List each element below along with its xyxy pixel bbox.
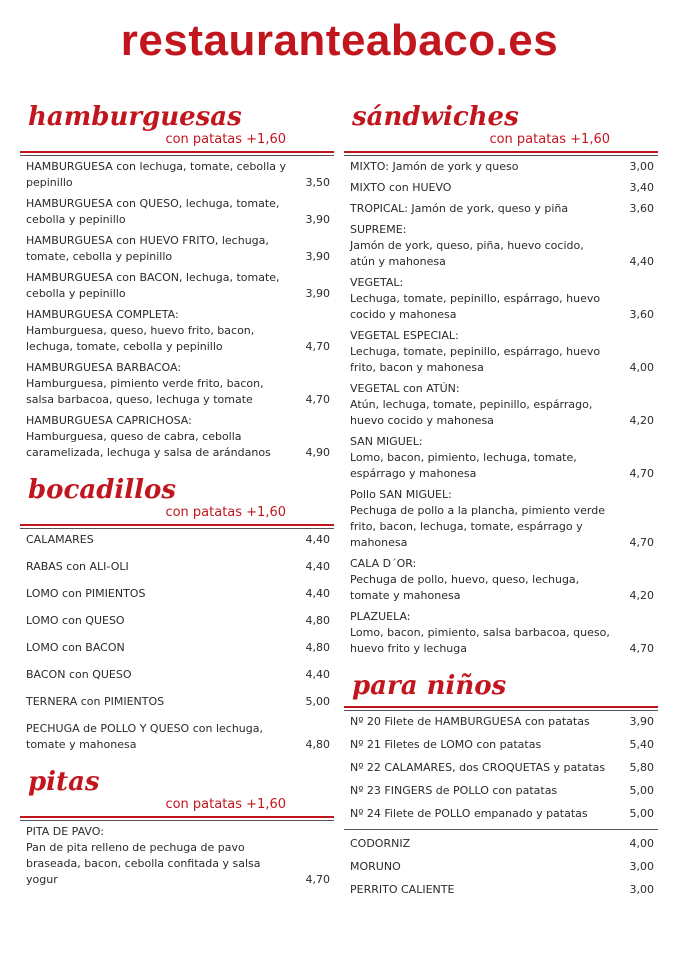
item-name: HAMBURGUESA con lechuga, tomate, cebolla y pepinillo <box>26 160 286 189</box>
item-name: TERNERA con PIMIENTOS <box>26 695 165 708</box>
item-price: 4,40 <box>305 668 330 681</box>
item-name: LOMO con BACON <box>26 641 125 654</box>
menu-item <box>350 859 654 875</box>
item-price: 3,90 <box>629 715 654 728</box>
item-price: 5,80 <box>629 761 654 774</box>
item-name: HAMBURGUESA con BACON, lechuga, tomate, cebolla y pepinillo <box>26 271 280 300</box>
menu-item <box>350 609 654 657</box>
section-title: hamburguesas <box>28 102 242 132</box>
item-price: 5,00 <box>629 807 654 820</box>
item-list <box>20 155 334 461</box>
menu-item <box>26 824 330 888</box>
section-subtitle: con patatas +1,60 <box>165 505 286 520</box>
item-description <box>26 413 288 461</box>
item-description <box>26 721 288 753</box>
section-subtitle: con patatas +1,60 <box>165 797 286 812</box>
item-description <box>26 667 288 683</box>
menu-item <box>26 532 330 548</box>
item-price: 4,20 <box>629 589 654 602</box>
item-description <box>26 694 288 710</box>
item-description <box>350 882 612 898</box>
menu-item <box>350 275 654 323</box>
item-list-extras <box>344 836 658 898</box>
item-price: 3,90 <box>305 287 330 300</box>
item-detail: Lechuga, tomate, pepinillo, espárrago, huevo frito, bacon y mahonesa <box>350 345 601 374</box>
item-price: 5,40 <box>629 738 654 751</box>
item-detail: Hamburguesa, pimiento verde frito, bacon, salsa barbacoa, queso, lechuga y tomate <box>26 377 264 406</box>
item-description <box>26 270 288 302</box>
item-detail: Hamburguesa, queso, huevo frito, bacon, lechuga, tomate, cebolla y pepinillo <box>26 324 255 353</box>
item-description <box>350 609 612 657</box>
menu-item <box>350 328 654 376</box>
section-sandwiches <box>344 100 658 657</box>
item-name: HAMBURGUESA CAPRICHOSA: <box>26 414 192 427</box>
left-column <box>20 100 334 900</box>
menu-item <box>350 836 654 852</box>
section-ninos <box>344 669 658 898</box>
item-detail: Lomo, bacon, pimiento, salsa barbacoa, queso, huevo frito y lechuga <box>350 626 610 655</box>
item-price: 4,80 <box>305 641 330 654</box>
item-price: 3,40 <box>629 181 654 194</box>
item-name: Nº 21 Filetes de LOMO con patatas <box>350 738 542 751</box>
item-description <box>26 196 288 228</box>
item-price: 3,90 <box>305 213 330 226</box>
item-price: 4,00 <box>629 837 654 850</box>
item-description <box>350 806 612 822</box>
item-description <box>350 434 612 482</box>
menu-item <box>26 270 330 302</box>
section-title: pitas <box>28 767 100 797</box>
item-price: 4,80 <box>305 614 330 627</box>
item-description <box>350 783 612 799</box>
item-price: 5,00 <box>305 695 330 708</box>
item-name: CALA D´OR: <box>350 557 417 570</box>
menu-item <box>26 721 330 753</box>
item-price: 4,90 <box>305 446 330 459</box>
item-description <box>350 859 612 875</box>
section-rule <box>20 816 334 818</box>
menu-item <box>26 196 330 228</box>
section-title: bocadillos <box>28 475 176 505</box>
section-subtitle: con patatas +1,60 <box>165 132 286 147</box>
item-name: LOMO con PIMIENTOS <box>26 587 146 600</box>
section-hamburguesas <box>20 100 334 461</box>
item-list <box>20 820 334 888</box>
menu-item <box>26 667 330 683</box>
item-price: 4,70 <box>629 642 654 655</box>
item-name: PITA DE PAVO: <box>26 825 104 838</box>
section-title: para niños <box>352 671 507 701</box>
menu-item <box>350 783 654 799</box>
menu-item <box>350 159 654 175</box>
item-description <box>350 180 612 196</box>
item-name: VEGETAL ESPECIAL: <box>350 329 459 342</box>
item-description <box>350 487 612 551</box>
menu-item <box>350 556 654 604</box>
item-price: 4,70 <box>305 873 330 886</box>
item-price: 3,00 <box>629 160 654 173</box>
item-detail: Hamburguesa, queso de cabra, cebolla caramelizada, lechuga y salsa de arándanos <box>26 430 271 459</box>
item-name: Pollo SAN MIGUEL: <box>350 488 452 501</box>
menu-item <box>350 806 654 822</box>
site-title: restauranteabaco.es <box>120 16 559 65</box>
section-bocadillos <box>20 473 334 753</box>
item-detail: Pan de pita relleno de pechuga de pavo braseada, bacon, cebolla confitada y salsa yogur <box>26 841 261 886</box>
item-name: HAMBURGUESA con QUESO, lechuga, tomate, cebolla y pepinillo <box>26 197 280 226</box>
item-price: 4,00 <box>629 361 654 374</box>
item-name: PERRITO CALIENTE <box>350 883 455 896</box>
item-price: 3,60 <box>629 202 654 215</box>
menu-item <box>350 381 654 429</box>
item-name: HAMBURGUESA con HUEVO FRITO, lechuga, tomate, cebolla y pepinillo <box>26 234 269 263</box>
item-price: 4,40 <box>305 533 330 546</box>
item-name: Nº 20 Filete de HAMBURGUESA con patatas <box>350 715 590 728</box>
item-name: Nº 24 Filete de POLLO empanado y patatas <box>350 807 588 820</box>
menu-item <box>26 640 330 656</box>
item-description <box>350 159 612 175</box>
menu-item <box>350 487 654 551</box>
item-price: 3,50 <box>305 176 330 189</box>
item-detail: Atún, lechuga, tomate, pepinillo, espárrago, huevo cocido y mahonesa <box>350 398 593 427</box>
menu-item <box>350 180 654 196</box>
menu-item <box>350 760 654 776</box>
item-description <box>26 159 288 191</box>
menu-item <box>26 233 330 265</box>
item-name: LOMO con QUESO <box>26 614 125 627</box>
menu-item <box>26 159 330 191</box>
item-description <box>26 559 288 575</box>
item-name: MIXTO: Jamón de york y queso <box>350 160 519 173</box>
section-rule <box>344 706 658 708</box>
item-description <box>26 824 288 888</box>
item-price: 4,70 <box>629 467 654 480</box>
item-price: 4,40 <box>305 560 330 573</box>
menu-item <box>26 559 330 575</box>
item-description <box>350 556 612 604</box>
item-name: HAMBURGUESA BARBACOA: <box>26 361 182 374</box>
item-description <box>26 233 288 265</box>
item-list <box>344 155 658 657</box>
item-price: 3,00 <box>629 860 654 873</box>
item-description <box>350 222 612 270</box>
item-name: SUPREME: <box>350 223 407 236</box>
item-name: MORUNO <box>350 860 401 873</box>
menu-item <box>26 360 330 408</box>
item-name: PECHUGA de POLLO Y QUESO con lechuga, tomate y mahonesa <box>26 722 263 751</box>
item-description <box>350 714 612 730</box>
section-divider <box>344 829 658 830</box>
menu-item <box>350 714 654 730</box>
item-name: SAN MIGUEL: <box>350 435 423 448</box>
item-detail: Pechuga de pollo, huevo, queso, lechuga, tomate y mahonesa <box>350 573 580 602</box>
item-description <box>26 613 288 629</box>
item-name: CALAMARES <box>26 533 94 546</box>
section-rule <box>344 151 658 153</box>
item-description <box>26 640 288 656</box>
item-name: MIXTO con HUEVO <box>350 181 452 194</box>
item-list <box>344 710 658 822</box>
item-price: 3,60 <box>629 308 654 321</box>
section-rule <box>20 524 334 526</box>
item-price: 3,90 <box>305 250 330 263</box>
item-description <box>350 737 612 753</box>
item-description <box>26 360 288 408</box>
item-name: CODORNIZ <box>350 837 411 850</box>
item-name: VEGETAL: <box>350 276 404 289</box>
menu-item <box>26 613 330 629</box>
item-name: TROPICAL: Jamón de york, queso y piña <box>350 202 569 215</box>
menu-item <box>350 201 654 217</box>
item-name: Nº 23 FINGERS de POLLO con patatas <box>350 784 558 797</box>
item-price: 3,00 <box>629 883 654 896</box>
item-name: Nº 22 CALAMARES, dos CROQUETAS y patatas <box>350 761 606 774</box>
menu-item <box>350 434 654 482</box>
section-subtitle: con patatas +1,60 <box>489 132 610 147</box>
item-name: HAMBURGUESA COMPLETA: <box>26 308 179 321</box>
menu-item <box>26 586 330 602</box>
menu-item <box>26 694 330 710</box>
item-price: 4,40 <box>629 255 654 268</box>
item-description <box>26 586 288 602</box>
item-description <box>26 307 288 355</box>
item-description <box>350 201 612 217</box>
item-name: VEGETAL con ATÚN: <box>350 382 460 395</box>
item-description <box>350 836 612 852</box>
menu-item <box>350 882 654 898</box>
section-title: sándwiches <box>352 102 519 132</box>
menu-item <box>350 737 654 753</box>
item-price: 4,20 <box>629 414 654 427</box>
item-description <box>350 381 612 429</box>
item-price: 4,70 <box>305 393 330 406</box>
item-price: 4,70 <box>305 340 330 353</box>
item-name: RABAS con ALI-OLI <box>26 560 129 573</box>
item-price: 5,00 <box>629 784 654 797</box>
item-price: 4,70 <box>629 536 654 549</box>
item-name: PLAZUELA: <box>350 610 411 623</box>
section-rule <box>20 151 334 153</box>
menu-item <box>26 307 330 355</box>
item-detail: Lomo, bacon, pimiento, lechuga, tomate, espárrago y mahonesa <box>350 451 577 480</box>
item-name: BACON con QUESO <box>26 668 132 681</box>
item-description <box>350 760 612 776</box>
section-pitas <box>20 765 334 888</box>
item-description <box>350 275 612 323</box>
item-detail: Lechuga, tomate, pepinillo, espárrago, huevo cocido y mahonesa <box>350 292 601 321</box>
item-detail: Jamón de york, queso, piña, huevo cocido, atún y mahonesa <box>350 239 584 268</box>
item-description <box>26 532 288 548</box>
item-price: 4,80 <box>305 738 330 751</box>
item-detail: Pechuga de pollo a la plancha, pimiento verde frito, bacon, lechuga, tomate, espárrago y mahonesa <box>350 504 605 549</box>
menu-item <box>26 413 330 461</box>
item-list <box>20 528 334 753</box>
menu-item <box>350 222 654 270</box>
item-price: 4,40 <box>305 587 330 600</box>
right-column <box>344 100 658 910</box>
item-description <box>350 328 612 376</box>
